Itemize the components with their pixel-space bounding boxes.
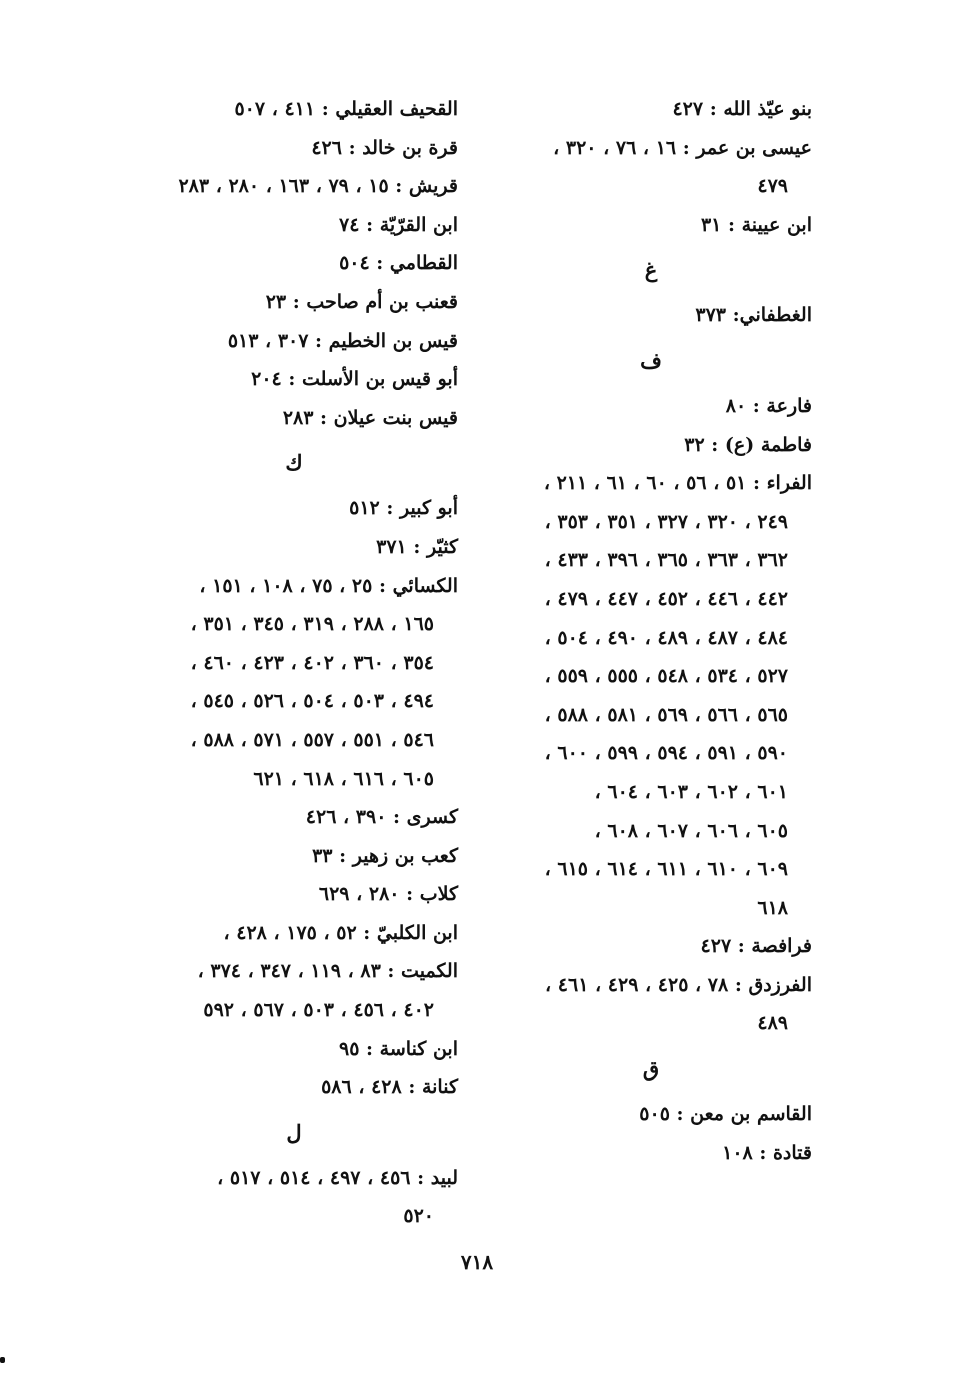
index-entry-line: الغطفاني: ٣٧٣ xyxy=(695,304,812,327)
index-entry-line: فارعة : ٨٠ xyxy=(725,394,812,417)
index-entry xyxy=(490,296,812,335)
index-entry-continuation: ٥٩٠ ، ٥٩١ ، ٥٩٤ ، ٥٩٩ ، ٦٠٠ ، xyxy=(544,742,788,765)
index-entry xyxy=(130,283,458,322)
index-entry-line: قتادة : ١٠٨ xyxy=(722,1141,812,1164)
index-entry-continuation: ٤٤٢ ، ٤٤٦ ، ٤٥٢ ، ٤٤٧ ، ٤٧٩ ، xyxy=(544,587,788,610)
index-entry-continuation: ٤٠٢ ، ٤٥٦ ، ٥٠٣ ، ٥٦٧ ، ٥٩٢ xyxy=(203,999,434,1022)
index-entry xyxy=(490,1095,812,1134)
index-column-right xyxy=(490,90,812,1172)
index-entry-continuation: ٤٨٩ xyxy=(757,1012,788,1035)
index-entry-continuation: ٥٦٥ ، ٥٦٦ ، ٥٦٩ ، ٥٨١ ، ٥٨٨ ، xyxy=(544,703,788,726)
index-entry-line: بنو عيّذ الله : ٤٢٧ xyxy=(672,98,812,120)
index-entry-continuation: ٢٤٩ ، ٣٢٠ ، ٣٢٧ ، ٣٥١ ، ٣٥٣ ، xyxy=(544,510,788,533)
index-entry-continuation: ٦٠١ ، ٦٠٢ ، ٦٠٣ ، ٦٠٤ ، xyxy=(594,780,788,803)
index-entry xyxy=(490,206,812,245)
index-entry-continuation: ٦١٨ xyxy=(757,896,788,919)
index-entry-line: كنانة : ٤٢٨ ، ٥٨٦ xyxy=(321,1076,458,1099)
index-entry-line: القطامي : ٥٠٤ xyxy=(339,252,458,275)
index-entry-line: أبو كبير : ٥١٢ xyxy=(349,497,458,520)
index-entry xyxy=(130,489,458,528)
index-entry-line: كعب بن زهير : ٣٣ xyxy=(312,844,458,867)
index-entry xyxy=(130,167,458,206)
index-entry xyxy=(490,90,812,129)
index-entry xyxy=(130,798,458,837)
index-entry-line: الفرزدق : ٧٨ ، ٤٢٥ ، ٤٢٩ ، ٤٦١ ، xyxy=(545,973,812,996)
index-entry-continuation: ٤٨٤ ، ٤٨٧ ، ٤٨٩ ، ٤٩٠ ، ٥٠٤ ، xyxy=(544,626,788,649)
index-entry xyxy=(130,244,458,283)
index-entry xyxy=(130,360,458,399)
index-entry xyxy=(490,927,812,966)
index-entry-continuation: ٥٤٦ ، ٥٥١ ، ٥٥٧ ، ٥٧١ ، ٥٨٨ ، xyxy=(190,728,434,751)
index-entry xyxy=(490,1134,812,1173)
index-entry-continuation: ٦٠٥ ، ٦١٦ ، ٦١٨ ، ٦٢١ xyxy=(253,767,434,790)
index-entry-continuation: ٤٧٩ xyxy=(757,175,788,198)
index-entry-line: لبيد : ٤٥٦ ، ٤٩٧ ، ٥١٤ ، ٥١٧ ، xyxy=(217,1166,458,1189)
index-entry-line: القحيف العقيلي : ٤١١ ، ٥٠٧ xyxy=(234,98,458,120)
index-entry-line: الفراء : ٥١ ، ٥٦ ، ٦٠ ، ٦١ ، ٢١١ ، xyxy=(543,472,812,495)
index-entry-line: ابن عيينة : ٣١ xyxy=(700,213,812,236)
index-entry xyxy=(130,952,458,1029)
scan-mark xyxy=(0,1357,5,1363)
index-entry xyxy=(130,837,458,876)
letter-heading: ك xyxy=(285,450,303,476)
letter-heading: ل xyxy=(286,1119,302,1145)
index-entry xyxy=(130,1030,458,1069)
index-entry-line: ابن الكلبيّ : ٥٢ ، ١٧٥ ، ٤٢٨ ، xyxy=(223,921,458,944)
index-entry-line: عيسى بن عمر : ١٦ ، ٧٦ ، ٣٢٠ ، xyxy=(553,136,812,159)
index-column-left xyxy=(130,90,458,1236)
index-entry xyxy=(130,528,458,567)
index-entry xyxy=(130,129,458,168)
index-entry xyxy=(490,966,812,1043)
letter-heading: غ xyxy=(644,257,658,283)
index-entry-line: فرافصة : ٤٢٧ xyxy=(700,935,812,958)
index-entry xyxy=(130,399,458,438)
index-entry xyxy=(130,914,458,953)
index-entry-continuation: ٣٦٢ ، ٣٦٣ ، ٣٦٥ ، ٣٩٦ ، ٤٣٣ ، xyxy=(544,549,788,572)
index-entry xyxy=(490,387,812,426)
index-entry-line: قريش : ١٥ ، ٧٩ ، ١٦٣ ، ٢٨٠ ، ٢٨٣ xyxy=(178,175,458,198)
index-entry-line: قيس بن الخطيم : ٣٠٧ ، ٥١٣ xyxy=(227,329,458,352)
index-entry-line: الكسائي : ٢٥ ، ٧٥ ، ١٠٨ ، ١٥١ ، xyxy=(199,574,458,597)
index-entry-line: قعنب بن أم صاحب : ٢٣ xyxy=(265,290,458,313)
index-entry-line: ابن القرّيّة : ٧٤ xyxy=(339,213,458,236)
index-entry-line: قيس بنت عيلان : ٢٨٣ xyxy=(282,406,458,429)
index-entry-line: أبو قيس بن الأسلت : ٢٠٤ xyxy=(251,368,458,391)
index-entry xyxy=(130,875,458,914)
index-entry-line: قرة بن خالد : ٤٢٦ xyxy=(311,136,458,159)
index-entry-line: الكميت : ٨٣ ، ١١٩ ، ٣٤٧ ، ٣٧٤ ، xyxy=(197,960,458,983)
letter-heading: ق xyxy=(642,1056,660,1082)
page-number: ٧١٨ xyxy=(460,1250,494,1274)
index-entry xyxy=(130,1159,458,1236)
letter-heading: ف xyxy=(640,347,662,373)
index-entry-continuation: ٥٢٧ ، ٥٣٤ ، ٥٤٨ ، ٥٥٥ ، ٥٥٩ ، xyxy=(544,665,788,688)
index-entry xyxy=(130,90,458,129)
index-entry-line: كثيّر : ٣٧١ xyxy=(376,535,458,558)
index-entry-continuation: ٤٩٤ ، ٥٠٣ ، ٥٠٤ ، ٥٢٦ ، ٥٤٥ ، xyxy=(190,690,434,713)
index-entry-continuation: ٣٥٤ ، ٣٦٠ ، ٤٠٢ ، ٤٢٣ ، ٤٦٠ ، xyxy=(190,651,434,674)
index-entry xyxy=(130,567,458,799)
index-entry xyxy=(490,129,812,206)
index-entry xyxy=(130,322,458,361)
index-entry xyxy=(130,206,458,245)
index-entry-line: فاطمة (ع) : ٣٢ xyxy=(684,433,812,456)
index-entry-continuation: ٥٢٠ xyxy=(403,1205,434,1228)
index-entry-continuation: ٦٠٩ ، ٦١٠ ، ٦١١ ، ٦١٤ ، ٦١٥ ، xyxy=(544,858,788,881)
index-entry-continuation: ١٦٥ ، ٢٨٨ ، ٣١٩ ، ٣٤٥ ، ٣٥١ ، xyxy=(190,613,434,636)
index-entry xyxy=(490,464,812,927)
index-entry-line: ابن كناسة : ٩٥ xyxy=(339,1037,458,1060)
index-entry-line: كسرى : ٣٩٠ ، ٤٢٦ xyxy=(305,806,458,829)
index-entry xyxy=(130,1068,458,1107)
index-entry-line: القاسم بن معن : ٥٠٥ xyxy=(639,1103,812,1126)
index-entry-line: كلاب : ٢٨٠ ، ٦٢٩ xyxy=(318,883,458,906)
index-entry xyxy=(490,426,812,465)
index-entry-continuation: ٦٠٥ ، ٦٠٦ ، ٦٠٧ ، ٦٠٨ ، xyxy=(594,819,788,842)
